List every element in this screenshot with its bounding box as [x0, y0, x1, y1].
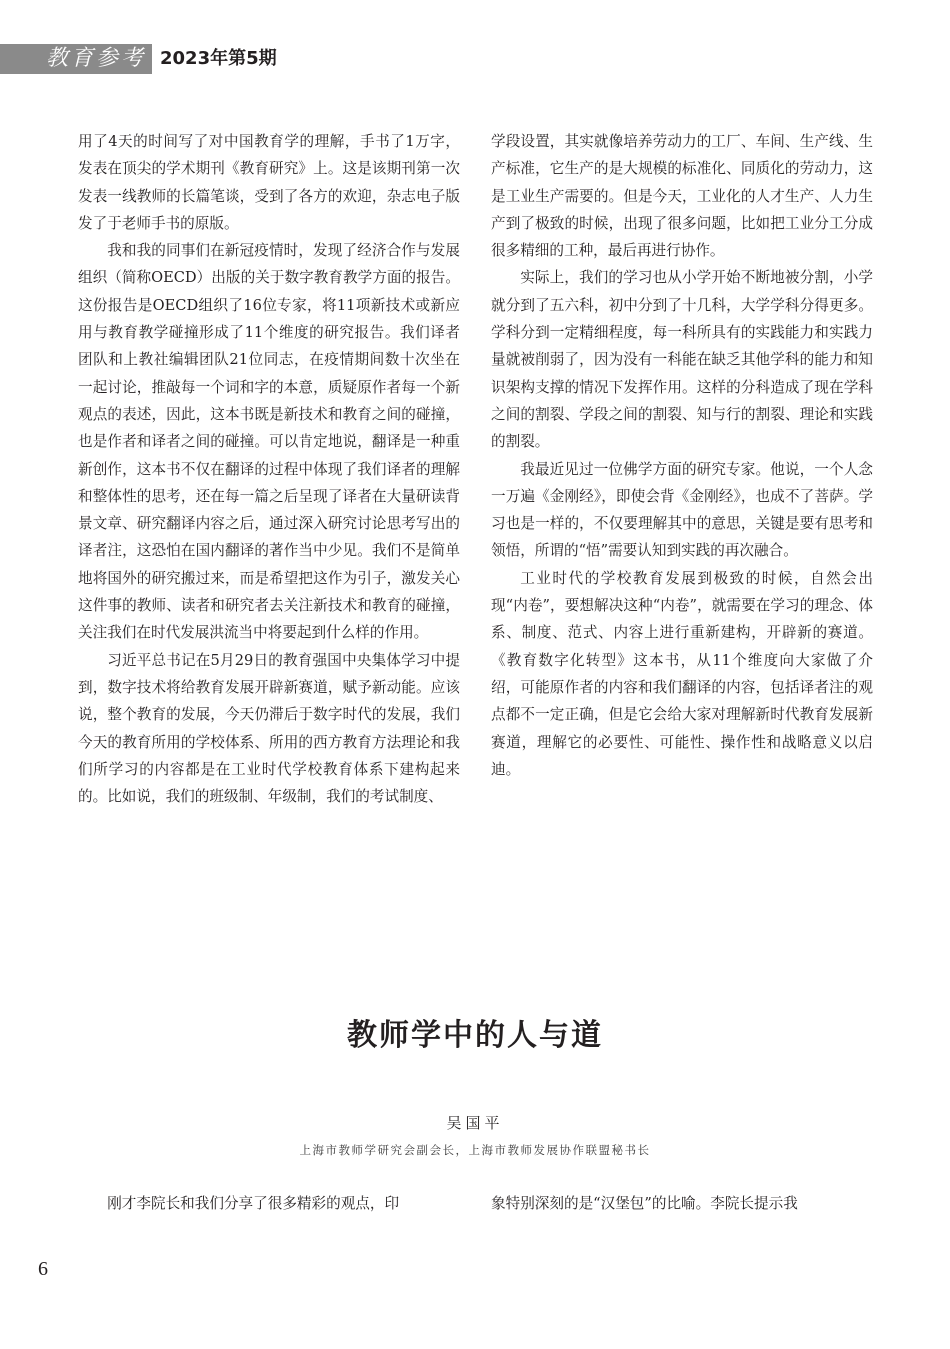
paragraph: 我和我的同事们在新冠疫情时，发现了经济合作与发展组织（简称OECD）出版的关于数字教育教学方面的报告。这份报告是OECD组织了16位专家，将11项新技术或新应用与教育教学碰撞形成了11个维度的研究报告。我们译者团队和上教社编辑团队21位同志，在疫情期间数十次坐在一起讨论，推敲每一个词和字的本意，质疑原作者每一个新观点的表述，因此，这本书既是新技术和教育之间的碰撞，也是作者和译者之间的碰撞。可以肯定地说，翻译是一种重新创作，这本书不仅在翻译的过程中体现了我们译者的理解和整体性的思考，还在每一篇之后呈现了译者在大量研读背景文章、研究翻译内容之后，通过深入研究讨论思考写出的译者注，这恐怕在国内翻译的著作当中少见。我们不是简单地将国外的研究搬过来，而是希望把这作为引子，激发关心这件事的教师、读者和研究者去关注新技术和教育的碰撞，关注我们在时代发展洪流当中将要起到什么样的作用。 — [78, 242, 460, 642]
article-title: 教师学中的人与道 — [347, 1018, 603, 1053]
author-affiliation: 上海市教师学研究会副会长，上海市教师发展协作联盟秘书长 — [299, 1143, 651, 1157]
right-column — [491, 128, 873, 783]
journal-logo: 教育参考 — [46, 46, 147, 71]
paragraph: 学段设置，其实就像培养劳动力的工厂、车间、生产线、生产标准，它生产的是大规模的标准化、同质化的劳动力，这是工业生产需要的。但是今天，工业化的人才生产、人力生产到了极致的时候，出现了很多问题，比如把工业分工分成很多精细的工种，最后再进行协作。 — [491, 133, 873, 260]
paragraph: 刚才李院长和我们分享了很多精彩的观点，印 — [107, 1195, 400, 1212]
paragraph: 习近平总书记在5月29日的教育强国中央集体学习中提到，数字技术将给教育发展开辟新赛道，赋予新动能。应该说，整个教育的发展，今天仍滞后于数字时代的发展，我们今天的教育所用的学校体系、所用的西方教育方法理论和我们所学习的内容都是在工业时代学校教育体系下建构起来的。比如说，我们的班级制、年级制，我们的考试制度、 — [78, 651, 460, 806]
paragraph: 用了4天的时间写了对中国教育学的理解，手书了1万字，发表在顶尖的学术期刊《教育研究》上。这是该期刊第一次发表一线教师的长篇笔谈，受到了各方的欢迎，杂志电子版发了于老师手书的原版。 — [78, 133, 460, 232]
article-intro-left — [78, 1190, 460, 1217]
page-number: 6 — [38, 1258, 48, 1280]
left-column — [78, 128, 460, 810]
paragraph: 我最近见过一位佛学方面的研究专家。他说，一个人念一万遍《金刚经》，即使会背《金刚经》，也成不了菩萨。学习也是一样的，不仅要理解其中的意思，关键是要有思考和领悟，所谓的“悟”需要认知到实践的再次融合。 — [491, 460, 873, 560]
article-author: 吴国平 — [446, 1114, 504, 1132]
issue-label: 2023年第5期 — [160, 48, 277, 69]
paragraph: 工业时代的学校教育发展到极致的时候，自然会出现“内卷”，要想解决这种“内卷”，就需要在学习的理念、体系、制度、范式、内容上进行重新建构，开辟新的赛道。《教育数字化转型》这本书，从11个维度向大家做了介绍，可能原作者的内容和我们翻译的内容，包括译者注的观点都不一定正确，但是它会给大家对理解新时代教育发展新赛道，理解它的必要性、可能性、操作性和战略意义以启迪。 — [491, 569, 873, 778]
article-intro-right — [491, 1190, 873, 1217]
paragraph: 象特别深刻的是“汉堡包”的比喻。李院长提示我 — [491, 1195, 798, 1212]
paragraph: 实际上，我们的学习也从小学开始不断地被分割，小学就分到了五六科，初中分到了十几科，大学学科分得更多。学科分到一定精细程度，每一科所具有的实践能力和实践力量就被削弱了，因为没有一科能在缺乏其他学科的能力和知识架构支撑的情况下发挥作用。这样的分科造成了现在学科之间的割裂、学段之间的割裂、知与行的割裂、理论和实践的割裂。 — [491, 269, 873, 451]
